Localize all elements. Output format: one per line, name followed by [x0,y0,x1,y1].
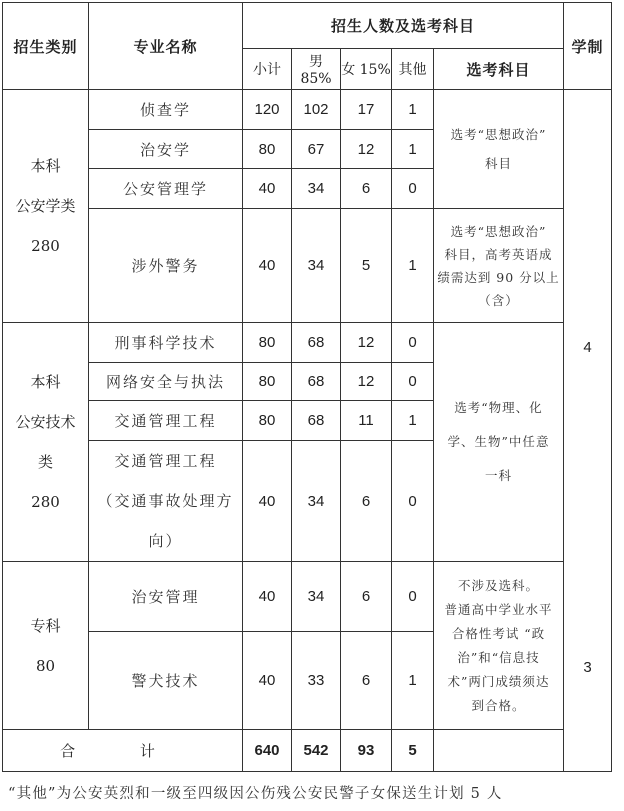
other-count: 1 [392,401,434,441]
major-name: 治安学 [89,130,243,169]
subjects-note: 不涉及选科。 普通高中学业水平 合格性考试 “政 治”和“信息技 术”两门成绩须达 到合格。 [434,562,564,730]
grand-female: 93 [341,730,392,772]
header-other: 其他 [392,49,434,90]
other-count: 0 [392,323,434,363]
other-count: 1 [392,130,434,169]
male-count: 102 [292,90,341,130]
category-cell: 本科 公安技术 类 280 [3,323,89,562]
female-count: 12 [341,130,392,169]
male-count: 34 [292,209,341,323]
major-name: 刑事科学技术 [89,323,243,363]
header-major: 专业名称 [89,3,243,90]
duration-cell [564,90,612,772]
other-count: 0 [392,441,434,562]
female-count: 11 [341,401,392,441]
total-count: 40 [243,562,292,632]
total-count: 80 [243,323,292,363]
grand-male: 542 [292,730,341,772]
male-count: 34 [292,169,341,209]
duration-3: 3 [583,658,592,676]
major-name: 交通管理工程 （交通事故处理方 向） [89,441,243,562]
other-count: 0 [392,562,434,632]
subjects-note: 选考“思想政治” 科目，高考英语成 绩需达到 90 分以上 （含） [434,209,564,323]
other-count: 1 [392,90,434,130]
table-row [3,323,612,363]
header-male: 男 85% [292,49,341,90]
table-row [3,90,612,130]
major-name: 公安管理学 [89,169,243,209]
male-count: 33 [292,632,341,730]
total-count: 80 [243,401,292,441]
category-cell: 专科 80 [3,562,89,730]
empty-cell [434,730,564,772]
grand-total: 640 [243,730,292,772]
total-row [3,730,612,772]
female-count: 6 [341,562,392,632]
total-label: 合 计 [3,730,243,772]
header-duration: 学制 [564,3,612,90]
other-count: 1 [392,209,434,323]
category-cell: 本科 公安学类 280 [3,90,89,323]
major-name: 警犬技术 [89,632,243,730]
total-count: 40 [243,169,292,209]
female-count: 5 [341,209,392,323]
other-count: 0 [392,169,434,209]
female-count: 12 [341,323,392,363]
female-count: 17 [341,90,392,130]
total-count: 40 [243,209,292,323]
subjects-note: 选考“物理、化 学、生物”中任意 一科 [434,323,564,562]
header-row-1 [3,3,612,49]
major-name: 治安管理 [89,562,243,632]
total-count: 120 [243,90,292,130]
header-subjects: 选考科目 [434,49,564,90]
male-count: 34 [292,441,341,562]
table-row [3,209,612,323]
major-name: 交通管理工程 [89,401,243,441]
major-name: 网络安全与执法 [89,363,243,401]
header-category: 招生类别 [3,3,89,90]
total-count: 40 [243,441,292,562]
total-count: 80 [243,363,292,401]
table-row [3,562,612,632]
male-count: 68 [292,401,341,441]
male-count: 68 [292,323,341,363]
duration-4: 4 [583,338,592,356]
male-count: 68 [292,363,341,401]
enrollment-plan-table [2,2,612,772]
female-count: 6 [341,169,392,209]
major-name: 侦查学 [89,90,243,130]
other-count: 1 [392,632,434,730]
footnote: “其他”为公安英烈和一级至四级因公伤残公安民警子女保送生计划 5 人 [8,786,503,802]
header-female: 女 15% [341,49,392,90]
subjects-note: 选考“思想政治” 科目 [434,90,564,209]
male-count: 67 [292,130,341,169]
male-count: 34 [292,562,341,632]
header-group: 招生人数及选考科目 [243,3,564,49]
major-name: 涉外警务 [89,209,243,323]
total-count: 80 [243,130,292,169]
grand-other: 5 [392,730,434,772]
female-count: 6 [341,441,392,562]
female-count: 12 [341,363,392,401]
total-count: 40 [243,632,292,730]
header-total: 小计 [243,49,292,90]
other-count: 0 [392,363,434,401]
female-count: 6 [341,632,392,730]
